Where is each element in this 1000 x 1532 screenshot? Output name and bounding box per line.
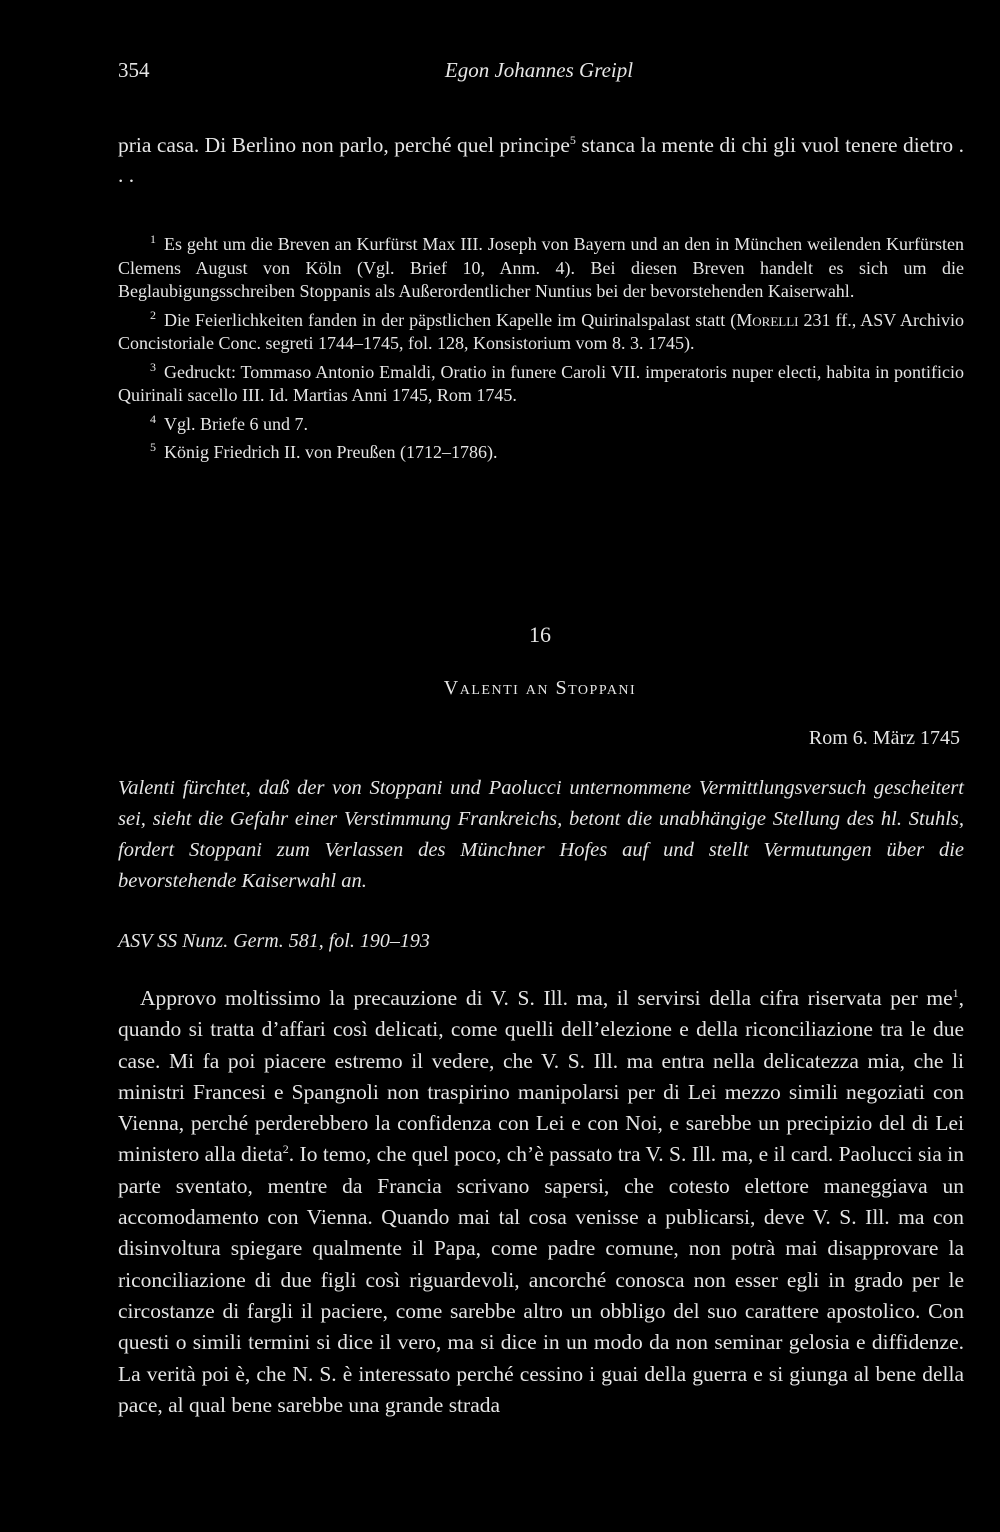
footnote-4 — [118, 408, 964, 437]
page-number: 354 — [118, 58, 150, 82]
footnote-author: Morelli — [736, 309, 799, 330]
footnote-marker: 5 — [150, 440, 156, 454]
continued-text-part: pria casa. Di Berlino non parlo, perché quel principe — [118, 133, 570, 157]
footnote-text: Gedruckt: Tommaso Antonio Emaldi, Oratio in funere Caroli VII. imperatoris nuper electi, habita in pontificio Quirinali sacello III. Id. Martias Anni 1745, Rom 1745. — [118, 361, 964, 405]
footnote-text: Die Feierlichkeiten fanden in der päpstlichen Kapelle im Quirinalspalast statt ( — [164, 309, 737, 330]
footnote-text: König Friedrich II. von Preußen (1712–1786). — [164, 442, 498, 462]
footnote-marker: 4 — [150, 411, 156, 426]
footnote-text: 231 ff., ASV Archivio Concistoriale Conc. segreti 1744–1745, fol. 128, Konsistorium vom 8. 3. 1745). — [118, 309, 964, 353]
footnote-3 — [118, 356, 964, 408]
continued-text-part: stanca la mente di chi gli vuol tenere dietro . . . — [118, 133, 964, 187]
body-segment: , quando si tratta d’affari così delicati, come quelli dell’elezione e della riconciliazione tra le due case. Mi fa poi piacere estremo il vedere, che V. S. Ill. ma entra nella delicatezza mia, che li ministri Francesi e Spangnoli non traspirino manipolarsi per di Lei mezzo simili negoziati con Vienna, perché perderebbero la confidenza con Lei e con Noi, e sarebbe un precipizio del di Lei ministero alla dieta — [118, 986, 964, 1167]
footnote-ref: 5 — [569, 133, 576, 147]
body-segment: Approvo moltissimo la precauzione di V. S. Ill. ma, il servirsi della cifra riservata per me — [140, 986, 953, 1010]
footnotes — [118, 228, 964, 465]
archival-source: ASV SS Nunz. Germ. 581, fol. 190–193 — [118, 930, 430, 952]
body-segment: . Io temo, che quel poco, ch’è passato tra V. S. Ill. ma, e il card. Paolucci sia in parte sventato, mentre da Francia scrivano sapersi, che cotesto elettore maneggiava un accomodamento con Vienna. Quando mai tal cosa venisse a publicarsi, deve V. S. Ill. ma con disinvoltura spiegare qualmente il Papa, come padre comune, non potrà mai disapprovare la riconciliazione di due figli così riguardevoli, ancorché conosca non esser egli in grado per le circostanze di fargli il paciere, come sarebbe altro un obbligo del suo carattere apostolico. Con questi o simili termini si dice il vero, ma si dice in un modo da non seminar gelosia e diffidenze. La verità poi è, che N. S. è interessato perché cessino i guai della guerra e si giunga al bene della pace, al qual bene sarebbe una grande strada — [118, 1142, 965, 1417]
footnote-marker: 3 — [150, 359, 156, 374]
running-title: Egon Johannes Greipl — [444, 58, 634, 82]
footnote-1 — [118, 228, 964, 304]
document-heading: Valenti an Stoppani — [443, 677, 637, 699]
footnote-text: Es geht um die Breven an Kurfürst Max III. Joseph von Bayern und an den in München weilenden Kurfürsten Clemens August von Köln (Vgl. Brief 10, Anm. 4). Bei diesen Breven handelt es sich um die Beglaubigungsschreiben Stoppanis als Außerordentlicher Nuntius bei der bevorstehenden Kaiserwahl. — [118, 234, 964, 301]
page-header — [118, 58, 960, 90]
footnote-ref: 2 — [282, 1142, 289, 1157]
footnote-2 — [118, 304, 964, 356]
document-number: 16 — [529, 622, 551, 647]
letter-body — [118, 983, 964, 1421]
footnote-5 — [118, 436, 964, 465]
footnote-marker: 2 — [150, 307, 156, 322]
continued-letter-text — [118, 130, 964, 190]
footnote-ref: 1 — [952, 986, 959, 1000]
place-date: Rom 6. März 1745 — [808, 727, 960, 749]
regest-summary: Valenti fürchtet, daß der von Stoppani und Paolucci unternommene Vermittlungsversuch gescheitert sei, sieht die Gefahr einer Verstimmung Frankreichs, betont die unabhängige Stellung des hl. Stuhls, fordert Stoppani zum Verlassen des Münchner Hofes auf und stellt Vermutungen über die bevorstehende Kaiserwahl an. — [118, 777, 964, 892]
letter-paragraph — [118, 983, 964, 1421]
footnote-text: Vgl. Briefe 6 und 7. — [164, 413, 308, 434]
footnote-marker: 1 — [150, 232, 156, 246]
